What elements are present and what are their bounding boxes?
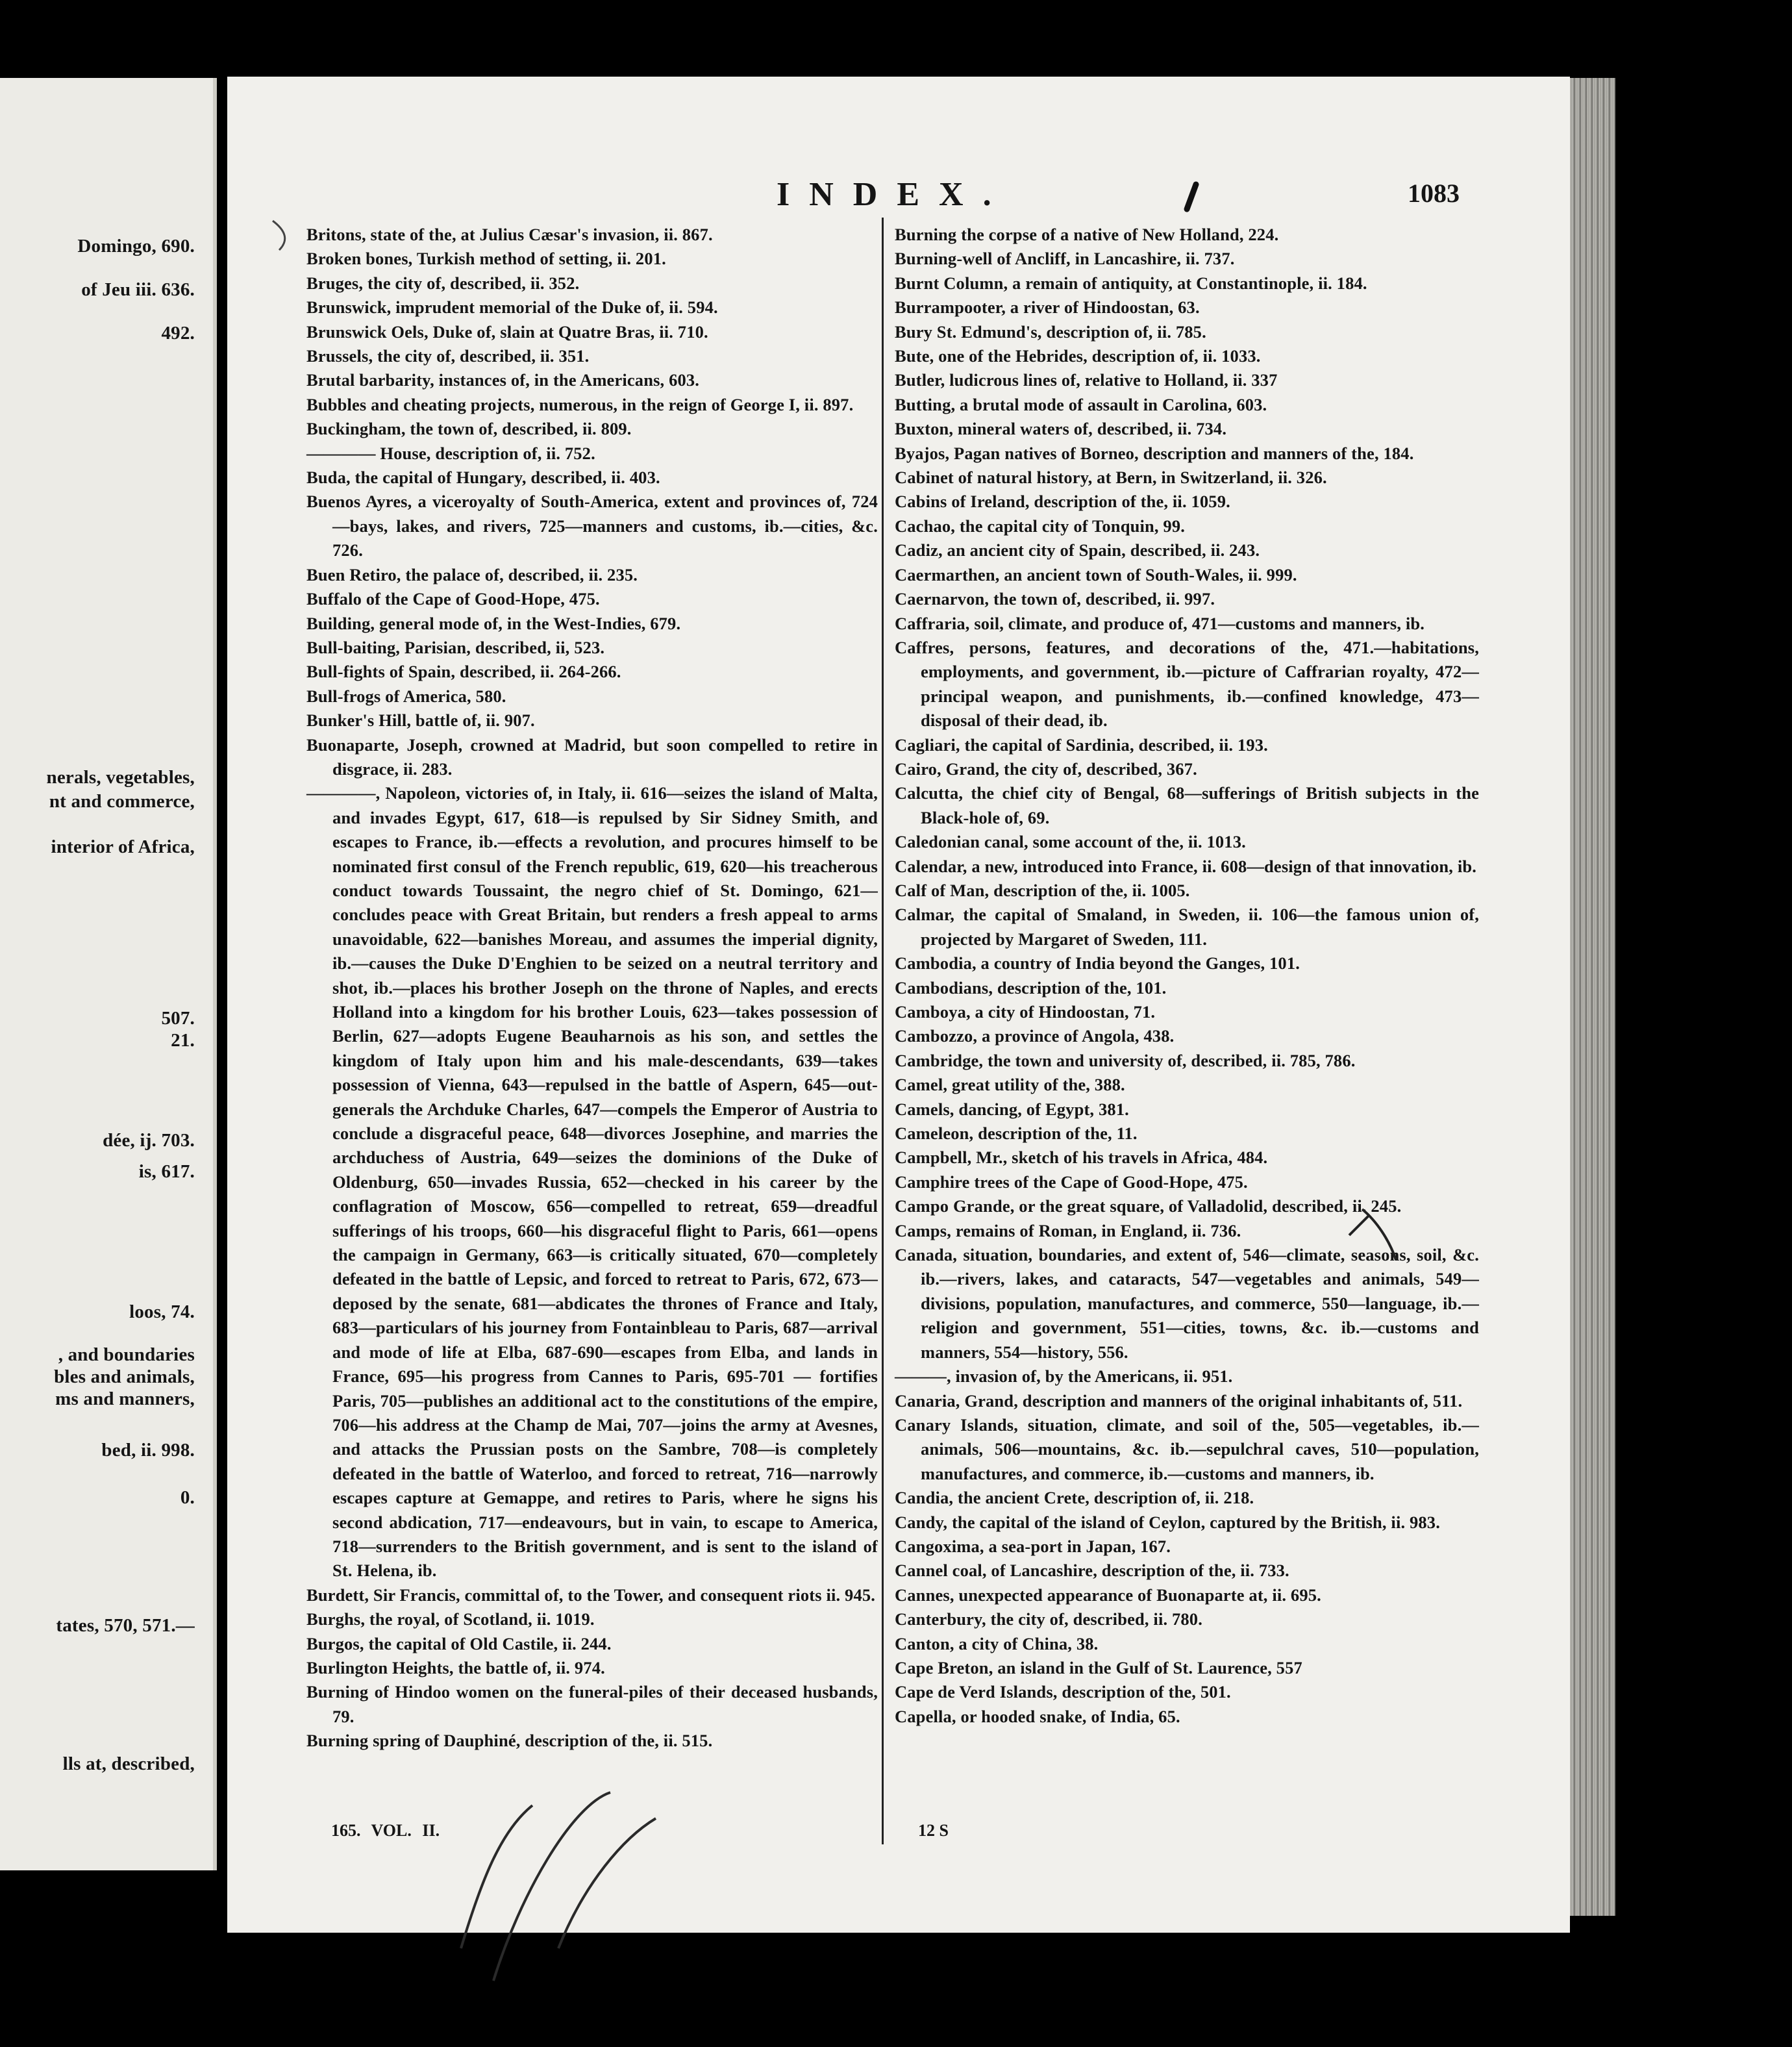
page-number: 1083: [1408, 179, 1460, 208]
index-entry: Camel, great utility of the, 388.: [895, 1075, 1125, 1095]
index-entry: Candia, the ancient Crete, description of, ii. 218.: [895, 1488, 1254, 1508]
left-page-line: loos, 74.: [129, 1301, 195, 1322]
index-entry: Camphire trees of the Cape of Good-Hope, 475.: [895, 1172, 1248, 1192]
index-entry: Canaria, Grand, description and manners of the original inhabitants of, 511.: [895, 1390, 1463, 1411]
column-divider: [882, 218, 884, 1844]
index-entry: Bury St. Edmund's, description of, ii. 785.: [895, 321, 1206, 342]
left-page-line: Domingo, 690.: [77, 236, 195, 257]
index-entry: Burning spring of Dauphiné, description of the, ii. 515.: [306, 1731, 713, 1751]
index-entry: Cambridge, the town and university of, described, ii. 785, 786.: [895, 1050, 1356, 1070]
left-page-line: interior of Africa,: [51, 836, 195, 857]
index-entry: Burning of Hindoo women on the funeral-piles of their deceased husbands, 79.: [306, 1682, 878, 1726]
index-entry: Caermarthen, an ancient town of South-Wales, ii. 999.: [895, 564, 1297, 584]
index-entry: Brussels, the city of, described, ii. 351.: [306, 346, 590, 366]
left-page-line: 492.: [161, 323, 195, 344]
index-entry: Cairo, Grand, the city of, described, 367.: [895, 759, 1197, 779]
previous-page-fragment: [0, 78, 217, 1870]
index-entry: Calcutta, the chief city of Bengal, 68—sufferings of British subjects in the Black-hole of, 69.: [895, 783, 1479, 827]
left-page-line: is, 617.: [138, 1161, 195, 1182]
left-page-line: bles and animals,: [54, 1366, 195, 1387]
index-entry: Cabinet of natural history, at Bern, in Switzerland, ii. 326.: [895, 468, 1327, 488]
index-column-right: [895, 223, 1479, 1729]
index-entry: ————, Napoleon, victories of, in Italy, ii. 616—seizes the island of Malta, and invades Egypt, 617, 618—is repulsed by Sir Sidney Smith, and escapes to France, ib.—effects a revolution, and procures himself to be nominated first consul of the French republic, 619, 620—his treacherous conduct towards Toussaint, the negro chief of St. Domingo, 621—concludes peace with Great Britain, but renders a fresh appeal to arms unavoidable, 622—banishes Moreau, and assumes the imperial dignity, ib.—causes the Duke D'Enghien to be seized on a neutral territory and shot, ib.—places his brother Joseph on the throne of Naples, and erects Holland into a kingdom for his brother Louis, 623—takes possession of Berlin, 627—adopts Eugene Beauharnois as his son, and settles the kingdom of Italy upon him and his male-descendants, 639—takes possession of Vienna, 643—repulsed in the battle of Aspern, 645—out-generals the Archduke Charles, 647—compels the Emperor of Austria to conclude a disgraceful peace, 648—divorces Josephine, and marries the archduchess of Austria, 649—seizes the dominions of the Duke of Oldenburg, 650—invades Russia, 652—checked in his career by the conflagration of Moscow, 656—compelled to retreat, 659—dreadful sufferings of his troops, 660—his disgraceful flight to Paris, 661—opens the campaign in Germany, 663—is critically situated, 670—completely defeated in the battle of Lepsic, and forced to retreat to Paris, 672, 673—deposed by the senate, 681—abdicates the thrones of France and Italy, 683—particulars of his journey from Fontainbleau to Paris, 687—arrival and mode of life at Elba, 687-690—escapes from Elba, and lands in France, 695—his progress from Cannes to Paris, 695-701 — fortifies Paris, 705—publishes an additional act to the constitutions of the empire, 706—his address at the Champ de Mai, 707—joins the army at Avesnes, and attacks the Prussian posts on the Sambre, 708—is completely defeated in the battle of Waterloo, and forced to retreat, 716—narrowly escapes capture at Gemappe, and retires to Paris, where he signs his second abdication, 717—endeavours, but in vain, to escape to America, 718—surrenders to the British government, and is sent to the island of St. Helena, ib.: [306, 783, 878, 1581]
index-entry: Burrampooter, a river of Hindoostan, 63.: [895, 297, 1200, 318]
left-page-line: dée, ij. 703.: [103, 1130, 195, 1151]
index-entry: Canton, a city of China, 38.: [895, 1633, 1099, 1653]
index-entry: Cannel coal, of Lancashire, description of the, ii. 733.: [895, 1561, 1289, 1581]
index-entry: Burghs, the royal, of Scotland, ii. 1019.: [306, 1609, 595, 1629]
index-entry: Canary Islands, situation, climate, and soil of the, 505—vegetables, ib.—animals, 506—mountains, &c. ib.—sepulchral caves, 510—population, manufactures, and commerce, ib.—customs and manners, ib.: [895, 1414, 1479, 1483]
index-entry: Cambodians, description of the, 101.: [895, 977, 1167, 998]
index-entry: Cambodia, a country of India beyond the Ganges, 101.: [895, 953, 1300, 973]
index-entry: Bubbles and cheating projects, numerous, in the reign of George I, ii. 897.: [306, 394, 854, 414]
index-entry: Buckingham, the town of, described, ii. 809.: [306, 419, 632, 439]
index-entry: Burning-well of Ancliff, in Lancashire, ii. 737.: [895, 249, 1235, 269]
index-entry: Bull-baiting, Parisian, described, ii, 523.: [306, 637, 605, 657]
index-entry: Camps, remains of Roman, in England, ii. 736.: [895, 1220, 1241, 1240]
index-entry: Capella, or hooded snake, of India, 65.: [895, 1706, 1180, 1726]
index-entry: Cambozzo, a province of Angola, 438.: [895, 1026, 1175, 1046]
index-entry: Bunker's Hill, battle of, ii. 907.: [306, 710, 535, 731]
index-entry: Caledonian canal, some account of the, ii. 1013.: [895, 832, 1246, 852]
signature-mark-right: 12 S: [918, 1821, 949, 1840]
index-entry: Campbell, Mr., sketch of his travels in Africa, 484.: [895, 1148, 1268, 1168]
index-entry: Caffraria, soil, climate, and produce of, 471—customs and manners, ib.: [895, 613, 1425, 633]
index-entry: Burning the corpse of a native of New Holland, 224.: [895, 225, 1279, 244]
index-entry: Buenos Ayres, a viceroyalty of South-America, extent and provinces of, 724—bays, lakes, and rivers, 725—manners and customs, ib.—cities, &c. 726.: [306, 492, 878, 560]
index-entry: Camels, dancing, of Egypt, 381.: [895, 1099, 1129, 1119]
index-entry: Burdett, Sir Francis, committal of, to the Tower, and consequent riots ii. 945.: [306, 1585, 876, 1605]
index-entry: Cape Breton, an island in the Gulf of St. Laurence, 557: [895, 1657, 1302, 1677]
left-page-line: nerals, vegetables,: [46, 767, 195, 788]
left-page-line: bed, ii. 998.: [101, 1440, 195, 1461]
left-page-line: 0.: [180, 1487, 195, 1508]
index-entry: Calmar, the capital of Smaland, in Sweden, ii. 106—the famous union of, projected by Margaret of Sweden, 111.: [895, 905, 1479, 949]
index-entry: ———, invasion of, by the Americans, ii. 951.: [895, 1366, 1233, 1387]
index-entry: Cadiz, an ancient city of Spain, described, ii. 243.: [895, 540, 1260, 560]
left-page-line: nt and commerce,: [49, 791, 195, 812]
index-entry: Buffalo of the Cape of Good-Hope, 475.: [306, 589, 600, 609]
index-entry: Cachao, the capital city of Tonquin, 99.: [895, 516, 1185, 536]
index-entry: Bull-frogs of America, 580.: [306, 686, 506, 706]
signature-number: 165.: [331, 1821, 361, 1840]
index-entry: Canterbury, the city of, described, ii. 780.: [895, 1609, 1202, 1629]
left-page-line: tates, 570, 571.—: [56, 1615, 195, 1636]
index-entry: Cape de Verd Islands, description of the, 501.: [895, 1682, 1231, 1702]
index-entry: Butting, a brutal mode of assault in Carolina, 603.: [895, 394, 1267, 414]
index-entry: Britons, state of the, at Julius Cæsar's invasion, ii. 867.: [306, 225, 713, 244]
index-entry: Burgos, the capital of Old Castile, ii. 244.: [306, 1633, 612, 1653]
index-entry: Bruges, the city of, described, ii. 352.: [306, 273, 580, 293]
index-entry: Burlington Heights, the battle of, ii. 974.: [306, 1657, 605, 1677]
index-entry: Cameleon, description of the, 11.: [895, 1124, 1138, 1144]
index-entry: Campo Grande, or the great square, of Valladolid, described, ii. 245.: [895, 1196, 1402, 1216]
index-entry: Building, general mode of, in the West-Indies, 679.: [306, 613, 681, 633]
index-entry: Buen Retiro, the palace of, described, ii. 235.: [306, 564, 638, 584]
index-column-left: [306, 223, 878, 1753]
signature-mark: [331, 1821, 440, 1840]
index-entry: Camboya, a city of Hindoostan, 71.: [895, 1002, 1156, 1022]
index-entry: Bute, one of the Hebrides, description of, ii. 1033.: [895, 346, 1261, 366]
left-page-line: ms and manners,: [55, 1388, 195, 1409]
index-entry: Cannes, unexpected appearance of Buonaparte at, ii. 695.: [895, 1585, 1321, 1605]
left-page-line: , and boundaries: [58, 1344, 195, 1365]
volume-mark: VOL. II.: [371, 1821, 440, 1840]
index-entry: Brunswick, imprudent memorial of the Duke of, ii. 594.: [306, 297, 718, 318]
index-entry: Caernarvon, the town of, described, ii. 997.: [895, 589, 1215, 609]
index-entry: Calf of Man, description of the, ii. 1005.: [895, 880, 1190, 900]
index-entry: Broken bones, Turkish method of setting, ii. 201.: [306, 249, 666, 269]
index-entry: Buonaparte, Joseph, crowned at Madrid, but soon compelled to retire in disgrace, ii. 283.: [306, 735, 878, 779]
index-entry: Cagliari, the capital of Sardinia, described, ii. 193.: [895, 735, 1268, 755]
index-entry: Calendar, a new, introduced into France, ii. 608—design of that innovation, ib.: [895, 856, 1477, 876]
index-entry: Butler, ludicrous lines of, relative to Holland, ii. 337: [895, 370, 1278, 390]
index-entry: ———— House, description of, ii. 752.: [306, 443, 595, 463]
index-entry: Byajos, Pagan natives of Borneo, description and manners of the, 184.: [895, 443, 1414, 463]
left-page-line: lls at, described,: [62, 1753, 195, 1774]
index-entry: Bull-fights of Spain, described, ii. 264-266.: [306, 662, 621, 682]
index-entry: Buxton, mineral waters of, described, ii. 734.: [895, 419, 1227, 439]
index-entry: Candy, the capital of the island of Ceylon, captured by the British, ii. 983.: [895, 1512, 1440, 1532]
left-page-line: 21.: [171, 1030, 195, 1051]
left-page-line: of Jeu iii. 636.: [81, 279, 195, 300]
running-head: INDEX.: [777, 176, 1011, 213]
index-entry: Caffres, persons, features, and decorations of the, 471.—habitations, employments, and government, ib.—picture of Caffrarian royalty, 472—principal weapon, and punishments, ib.—confined knowledge, 473—disposal of their dead, ib.: [895, 637, 1479, 731]
index-entry: Burnt Column, a remain of antiquity, at Constantinople, ii. 184.: [895, 273, 1367, 293]
index-entry: Brutal barbarity, instances of, in the Americans, 603.: [306, 370, 700, 390]
index-entry: Buda, the capital of Hungary, described, ii. 403.: [306, 468, 660, 488]
index-entry: Cangoxima, a sea-port in Japan, 167.: [895, 1536, 1171, 1556]
left-page-line: 507.: [161, 1008, 195, 1029]
index-entry: Cabins of Ireland, description of the, ii. 1059.: [895, 492, 1230, 512]
index-entry: Canada, situation, boundaries, and extent of, 546—climate, seasons, soil, &c. ib.—rivers, lakes, and cataracts, 547—vegetables and animals, 549—divisions, population, manufactures, and commerce, 550—language, ib.—religion and government, 551—cities, towns, &c. ib.—customs and manners, 554—history, 556.: [895, 1245, 1479, 1362]
index-entry: Brunswick Oels, Duke of, slain at Quatre Bras, ii. 710.: [306, 321, 708, 342]
